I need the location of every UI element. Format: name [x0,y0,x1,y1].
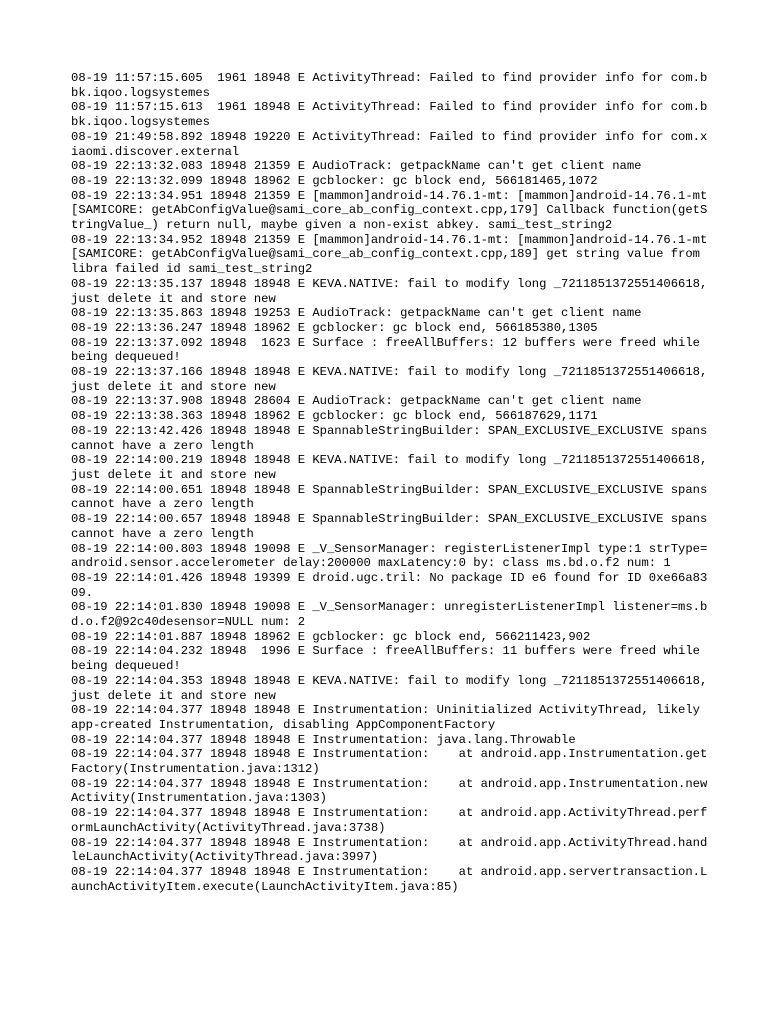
log-line: 08-19 22:14:00.803 18948 19098 E _V_SensorManager: registerListenerImpl type:1 strType=android.sensor.accelerometer delay:200000 maxLatency:0 by: class ms.bd.o.f2 num: 1 [71,541,708,571]
log-line: 08-19 22:13:37.092 18948 1623 E Surface : freeAllBuffers: 12 buffers were freed while being dequeued! [71,335,708,365]
log-line: 08-19 22:13:34.951 18948 21359 E [mammon]android-14.76.1-mt: [mammon]android-14.76.1-mt[SAMICORE: getAbConfigValue@sami_core_ab_config_context.cpp,179] Callback function(getStringValue_) return null, maybe given a non-exist abkey. sami_test_string2 [71,188,708,233]
log-line: 08-19 22:13:37.166 18948 18948 E KEVA.NATIVE: fail to modify long _7211851372551406618, just delete it and store new [71,365,715,394]
log-line: 08-19 22:14:00.657 18948 18948 E SpannableStringBuilder: SPAN_EXCLUSIVE_EXCLUSIVE spans cannot have a zero length [71,512,715,541]
log-line: 08-19 22:14:00.219 18948 18948 E KEVA.NATIVE: fail to modify long _7211851372551406618, just delete it and store new [71,453,715,482]
log-line: 08-19 22:13:34.952 18948 21359 E [mammon]android-14.76.1-mt: [mammon]android-14.76.1-mt[SAMICORE: getAbConfigValue@sami_core_ab_config_context.cpp,189] get string value from libra failed id sami_test_string2 [71,232,708,277]
log-line: 08-19 22:14:04.232 18948 1996 E Surface : freeAllBuffers: 11 buffers were freed while being dequeued! [71,644,708,674]
log-line: 08-19 22:14:04.353 18948 18948 E KEVA.NATIVE: fail to modify long _7211851372551406618, just delete it and store new [71,673,715,703]
log-line: 08-19 22:14:04.377 18948 18948 E Instrumentation: at android.app.Instrumentation.newActivity(Instrumentation.java:1303) [71,776,708,806]
log-line: 08-19 22:13:38.363 18948 18962 E gcblocker: gc block end, 566187629,1171 [71,409,598,424]
log-line: 08-19 22:13:35.137 18948 18948 E KEVA.NATIVE: fail to modify long _7211851372551406618, just delete it and store new [71,276,715,306]
log-line: 08-19 22:14:01.830 18948 19098 E _V_SensorManager: unregisterListenerImpl listener=ms.bd.o.f2@92c40desensor=NULL num: 2 [71,600,708,630]
log-line: 08-19 22:14:00.651 18948 18948 E SpannableStringBuilder: SPAN_EXCLUSIVE_EXCLUSIVE spans cannot have a zero length [71,482,715,512]
log-line: 08-19 22:14:01.887 18948 18962 E gcblocker: gc block end, 566211423,902 [71,629,591,644]
log-line: 08-19 11:57:15.605 1961 18948 E ActivityThread: Failed to find provider info for com.bbk.iqoo.logsystemes [71,71,708,100]
log-line: 08-19 22:14:04.377 18948 18948 E Instrumentation: at android.app.ActivityThread.performLaunchActivity(ActivityThread.java:3738) [71,806,708,835]
log-line: 08-19 21:49:58.892 18948 19220 E ActivityThread: Failed to find provider info for com.xiaomi.discover.external [71,129,708,159]
log-line: 08-19 22:13:37.908 18948 28604 E AudioTrack: getpackName can't get client name [71,394,642,409]
log-line: 08-19 22:13:36.247 18948 18962 E gcblocker: gc block end, 566185380,1305 [71,320,598,335]
log-line: 08-19 22:14:04.377 18948 18948 E Instrumentation: java.lang.Throwable [71,732,576,747]
log-line: 08-19 22:13:35.863 18948 19253 E AudioTrack: getpackName can't get client name [71,306,642,321]
log-line: 08-19 22:13:42.426 18948 18948 E SpannableStringBuilder: SPAN_EXCLUSIVE_EXCLUSIVE spans cannot have a zero length [71,423,715,453]
log-line: 08-19 22:13:32.083 18948 21359 E AudioTrack: getpackName can't get client name [71,159,642,174]
log-line: 08-19 22:13:32.099 18948 18962 E gcblocker: gc block end, 566181465,1072 [71,173,598,188]
log-line: 08-19 22:14:04.377 18948 18948 E Instrumentation: at android.app.ActivityThread.handleLaunchActivity(ActivityThread.java:3997) [71,835,708,865]
log-line: 08-19 22:14:04.377 18948 18948 E Instrumentation: Uninitialized ActivityThread, likely app-created Instrumentation, disabling AppComponentFactory [71,703,708,732]
log-line: 08-19 11:57:15.613 1961 18948 E ActivityThread: Failed to find provider info for com.bbk.iqoo.logsystemes [71,100,708,130]
log-line: 08-19 22:14:04.377 18948 18948 E Instrumentation: at android.app.servertransaction.LaunchActivityItem.execute(LaunchActivityItem.java:85) [71,864,708,894]
log-line: 08-19 22:14:01.426 18948 19399 E droid.ugc.tril: No package ID e6 found for ID 0xe66a8309. [71,570,708,600]
log-line: 08-19 22:14:04.377 18948 18948 E Instrumentation: at android.app.Instrumentation.getFactory(Instrumentation.java:1312) [71,747,708,777]
log-document [71,71,715,894]
